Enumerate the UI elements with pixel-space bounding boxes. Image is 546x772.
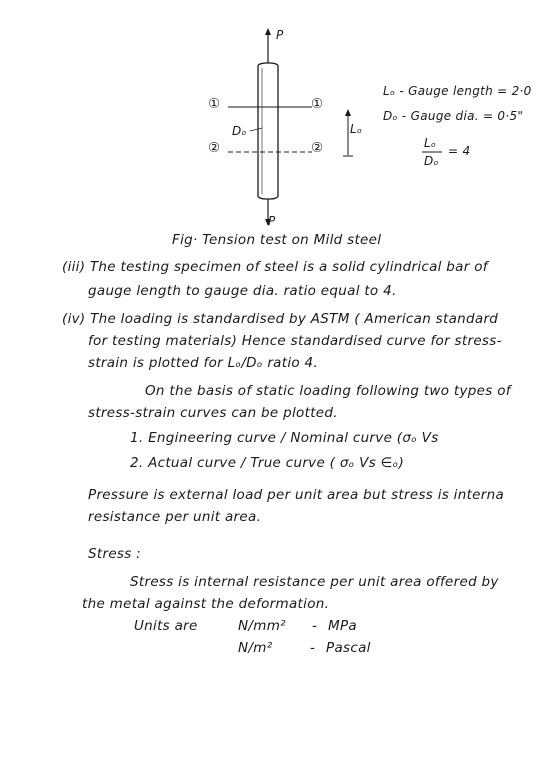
top-load-arrowhead (265, 28, 271, 35)
ratio-denominator: Dₒ (424, 154, 439, 168)
figure-caption: Fig· Tension test on Mild steel (172, 232, 382, 248)
stress-definition-line-2: the metal against the deformation. (82, 596, 330, 612)
unit-1-dash: - (312, 618, 318, 634)
stress-definition-line-1: Stress is internal resistance per unit area offered by (130, 574, 499, 590)
stress-heading: Stress : (88, 546, 142, 562)
point-iv-line-1: (iv) The loading is standardised by ASTM ( American standard (62, 311, 499, 327)
section-2-right-marker: ② (311, 140, 324, 156)
point-iii-line-2: gauge length to gauge dia. ratio equal to 4. (88, 283, 397, 299)
unit-2-symbol: N/m² (238, 640, 273, 656)
unit-1-symbol: N/mm² (238, 618, 286, 634)
pressure-line-1: Pressure is external load per unit area but stress is interna (88, 487, 505, 503)
load-label-top: P (276, 28, 284, 42)
diameter-label: Dₒ (232, 124, 247, 138)
units-label: Units are (134, 618, 198, 634)
section-1-left-marker: ① (208, 96, 221, 112)
tension-specimen-figure (0, 0, 546, 250)
length-arrowhead-top (345, 109, 351, 116)
curve-item-2: 2. Actual curve / True curve ( σₒ Vs ∈ₒ) (130, 455, 405, 471)
specimen-rod (258, 63, 278, 199)
ratio-numerator: Lₒ (424, 136, 437, 150)
load-label-bottom: P (268, 214, 276, 228)
point-iv-line-2: for testing materials) Hence standardised curve for stress- (88, 333, 502, 349)
point-iii-line-1: (iii) The testing specimen of steel is a solid cylindrical bar of (62, 259, 488, 275)
basis-line-1: On the basis of static loading following two types of (145, 383, 511, 399)
gauge-length-note: Lₒ - Gauge length = 2·0 (383, 84, 532, 98)
unit-1-name: MPa (328, 618, 357, 634)
pressure-line-2: resistance per unit area. (88, 509, 262, 525)
unit-2-dash: - (310, 640, 316, 656)
ratio-value: = 4 (448, 144, 471, 158)
section-1-right-marker: ① (311, 96, 324, 112)
diameter-pointer (250, 128, 262, 131)
section-2-left-marker: ② (208, 140, 221, 156)
basis-line-2: stress-strain curves can be plotted. (88, 405, 338, 421)
point-iv-line-3: strain is plotted for Lₒ/Dₒ ratio 4. (88, 355, 319, 371)
unit-2-name: Pascal (326, 640, 371, 656)
curve-item-1: 1. Engineering curve / Nominal curve (σₒ Vs (130, 430, 439, 446)
length-label: Lₒ (350, 122, 363, 136)
gauge-dia-note: Dₒ - Gauge dia. = 0·5" (383, 109, 524, 123)
